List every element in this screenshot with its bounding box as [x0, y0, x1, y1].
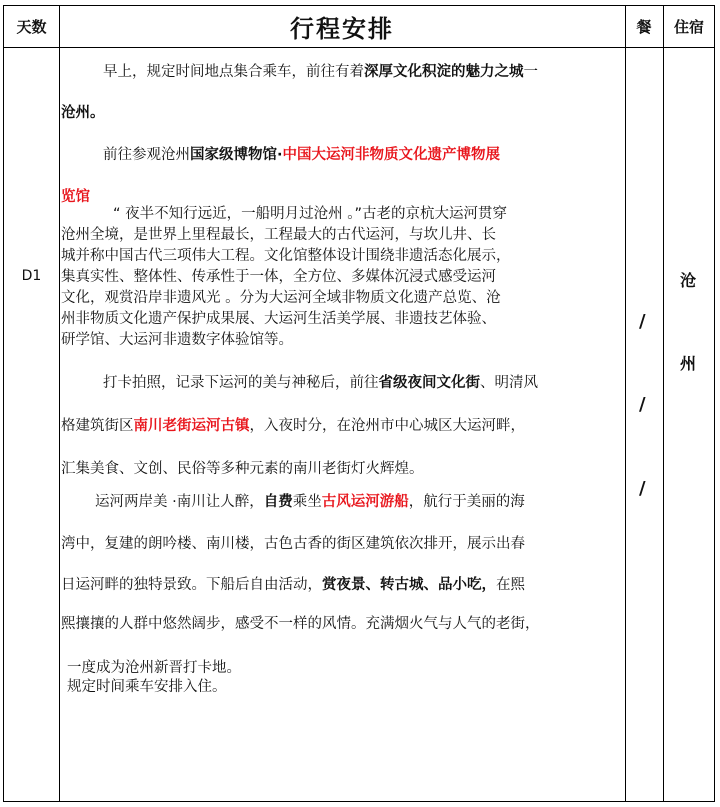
highlight-text: 国家级博物馆·	[190, 147, 283, 163]
boat-line	[61, 573, 525, 594]
text: 乘坐	[292, 494, 322, 510]
night-street-line: 汇集美食、文创、民俗等多种元素的南川老街灯火辉煌。	[61, 461, 424, 477]
paragraph-night-street	[103, 371, 538, 392]
boat-name: 古风运河游船	[321, 494, 409, 510]
meal-mark: /	[639, 478, 646, 499]
description-line: “ 夜半不知行远近，一船明月过沧州 。”古老的京杭大运河贯穿	[113, 206, 507, 222]
museum-description	[61, 204, 511, 351]
highlight-text: 省级夜间文化街	[378, 375, 480, 391]
description-line: 沧州全境，是世界上里程最长，工程最大的古代运河，与坎儿井、长	[61, 227, 496, 243]
column-divider	[663, 6, 664, 801]
description-line: 城并称中国古代三项伟大工程。文化馆整体设计围绕非遗活态化展示，	[61, 248, 511, 264]
boat-line: 湾中，复建的朗吟楼、南川楼，古色古香的街区建筑依次排开，展示出春	[61, 536, 525, 552]
paragraph-boat	[95, 490, 525, 511]
itinerary-table	[3, 5, 715, 802]
description-line: 集真实性、整体性、传承性于一体，全方位、多媒体沉浸式感受运河	[61, 269, 496, 285]
text: 日运河畔的独特景致。下船后自由活动，	[61, 577, 322, 593]
closing-line: 规定时间乘车安排入住。	[67, 679, 227, 695]
text: 在熙	[496, 577, 525, 593]
header-days: 天数	[16, 18, 47, 36]
night-street-line	[61, 414, 525, 435]
meal-mark: /	[639, 394, 646, 415]
text: ，入夜时分，在沧州市中心城区大运河畔，	[249, 418, 525, 434]
header-meal: 餐	[636, 18, 652, 36]
text: 前往参观沧州	[103, 147, 190, 163]
museum-name-cont: 览馆	[61, 189, 90, 205]
header-title: 行程安排	[290, 15, 394, 43]
description-line: 研学馆、大运河非遗数字体验馆等。	[61, 332, 293, 348]
description-line: 文化，观赏沿岸非遗风光 。分为大运河全域非物质文化遗产总览、沧	[61, 290, 501, 306]
header-lodging: 住宿	[673, 18, 704, 36]
boat-line: 熙攘攘的人群中悠然阔步，感受不一样的风情。充满烟火气与人气的老街，	[61, 616, 540, 632]
meal-mark: /	[639, 311, 646, 332]
highlight-text: 自费	[263, 494, 293, 510]
lodging-city-char: 沧	[680, 271, 697, 290]
description-line: 州非物质文化遗产保护成果展、大运河生活美学展、非遗技艺体验、	[61, 311, 496, 327]
text: 一	[523, 64, 538, 80]
highlight-text: 赏夜景、转古城、品小吃，	[322, 577, 496, 593]
text: 打卡拍照，记录下运河的美与神秘后，前往	[103, 375, 379, 391]
lodging-city-char: 州	[680, 354, 697, 373]
museum-name: 中国大运河非物质文化遗产博物展	[282, 147, 501, 163]
text: ，航行于美丽的海	[408, 494, 525, 510]
text: 格建筑街区	[61, 418, 134, 434]
text: 运河两岸美 ·南川让人醉，	[95, 494, 264, 510]
text: 、明清风	[480, 375, 538, 391]
text: 早上，规定时间地点集合乘车，前往有着	[103, 64, 364, 80]
old-town-name: 南川老街运河古镇	[133, 418, 250, 434]
highlight-text: 深厚文化积淀的魅力之城	[364, 64, 524, 80]
city-name: 沧州。	[61, 105, 105, 121]
paragraph-museum	[103, 143, 500, 164]
paragraph-departure	[103, 60, 538, 81]
itinerary-content	[57, 6, 627, 801]
closing-line: 一度成为沧州新晋打卡地。	[67, 660, 241, 676]
day-label: D1	[21, 268, 42, 284]
